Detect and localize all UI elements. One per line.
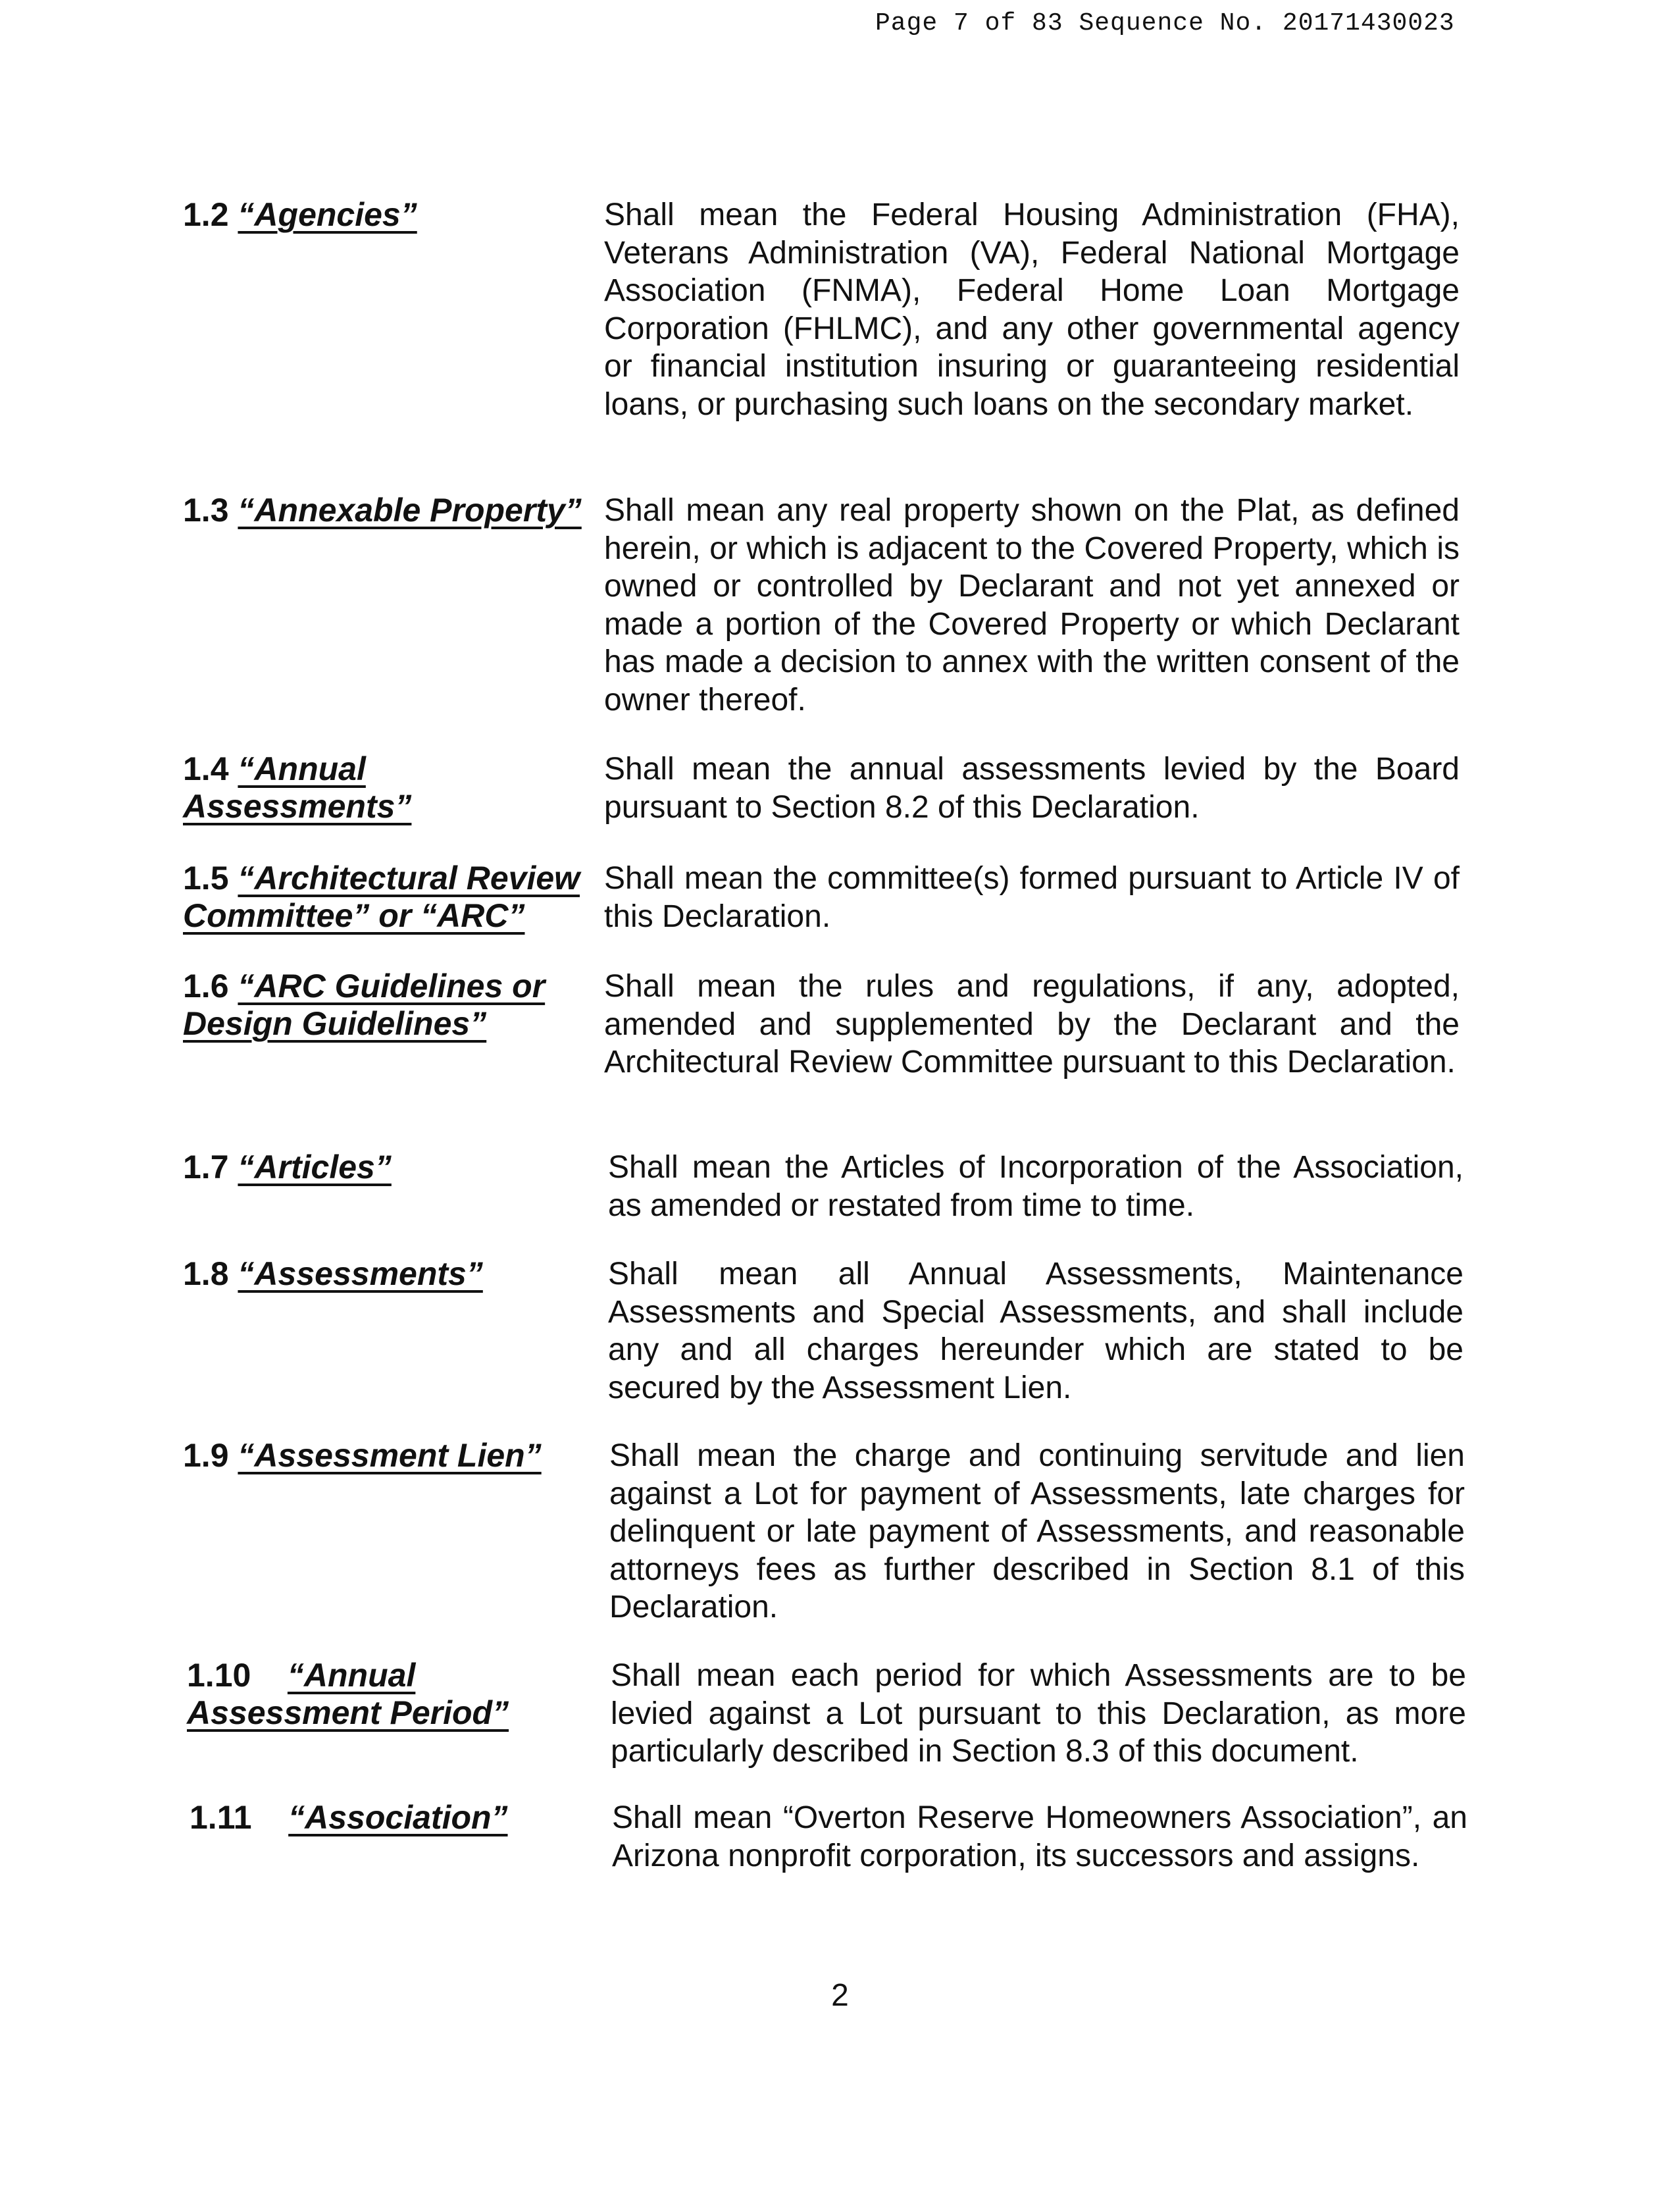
definition-term [190,1799,598,1836]
section-number: 1.6 [183,968,229,1004]
term-label: “Articles” [238,1149,392,1185]
definition-text: Shall mean “Overton Reserve Homeowners Association”, an Arizona nonprofit corporation, its successors and assigns. [612,1800,1467,1873]
term-label: “Assessments” [238,1255,483,1292]
section-number: 1.8 [183,1255,229,1292]
term-label: “Architectural Review Committee” or “ARC” [183,860,580,934]
definition-term [183,750,459,825]
definition-term [183,1149,591,1186]
term-label: “Annual Assessment Period” [187,1657,509,1731]
section-number: 1.3 [183,492,229,529]
term-label: “Assessment Lien” [238,1437,542,1474]
page-number: 2 [831,1978,849,2013]
section-number: 1.7 [183,1149,229,1185]
definition-text: Shall mean the rules and regulations, if any, adopted, amended and supplemented by the Declarant and the Architectural Review Committee pursuant to this Declaration. [604,969,1460,1080]
definition-text: Shall mean the committee(s) formed pursuant to Article IV of this Declaration. [604,861,1460,934]
definition-term [183,1255,591,1293]
definition-text: Shall mean the Federal Housing Administration (FHA), Veterans Administration (VA), Federal National Mortgage Association (FNMA), Federal Home Loan Mortgage Corporation (FHLMC), and any other governmental agency or financial institution insuring or guaranteeing residential loans, or purchasing such loans on the secondary market. [604,197,1460,422]
section-number: 1.2 [183,196,229,233]
definition-text: Shall mean the Articles of Incorporation of the Association, as amended or restated from time to time. [608,1150,1464,1223]
term-label: “Association” [288,1799,508,1836]
term-label: “Agencies” [238,196,417,233]
definition-text: Shall mean each period for which Assessments are to be levied against a Lot pursuant to this Declaration, as more particularly described in Section 8.3 of this document. [611,1658,1466,1769]
section-number: 1.5 [183,860,229,897]
term-label: “Annexable Property” [238,492,582,529]
definition-term [183,1437,591,1474]
definition-text: Shall mean the annual assessments levied by the Board pursuant to Section 8.2 of this Declaration. [604,752,1460,825]
term-label: “Annual Assessments” [183,750,412,825]
section-number: 1.4 [183,750,229,787]
definition-term [183,968,578,1043]
definition-term [183,196,591,234]
definition-term [183,860,584,935]
definition-term [183,492,617,529]
definition-text: Shall mean the charge and continuing servitude and lien against a Lot for payment of Assessments, late charges for delinquent or late payment of Assessments, and reasonable attorneys fees as further described in Section 8.1 of this Declaration. [609,1438,1465,1625]
section-number: 1.11 [190,1799,252,1836]
definition-text: Shall mean all Annual Assessments, Maintenance Assessments and Special Assessments, and shall include any and all charges hereunder which are stated to be secured by the Assessment Lien. [608,1257,1464,1405]
definition-text: Shall mean any real property shown on the Plat, as defined herein, or which is adjacent to the Covered Property, which is owned or controlled by Declarant and not yet annexed or made a portion of the Covered Property or which Declarant has made a decision to annex with the written consent of the owner thereof. [604,493,1460,717]
definition-term [187,1657,529,1732]
section-number: 1.10 [187,1657,251,1694]
page-header: Page 7 of 83 Sequence No. 20171430023 [875,9,1455,38]
section-number: 1.9 [183,1437,229,1474]
term-label: “ARC Guidelines or Design Guidelines” [183,968,546,1042]
